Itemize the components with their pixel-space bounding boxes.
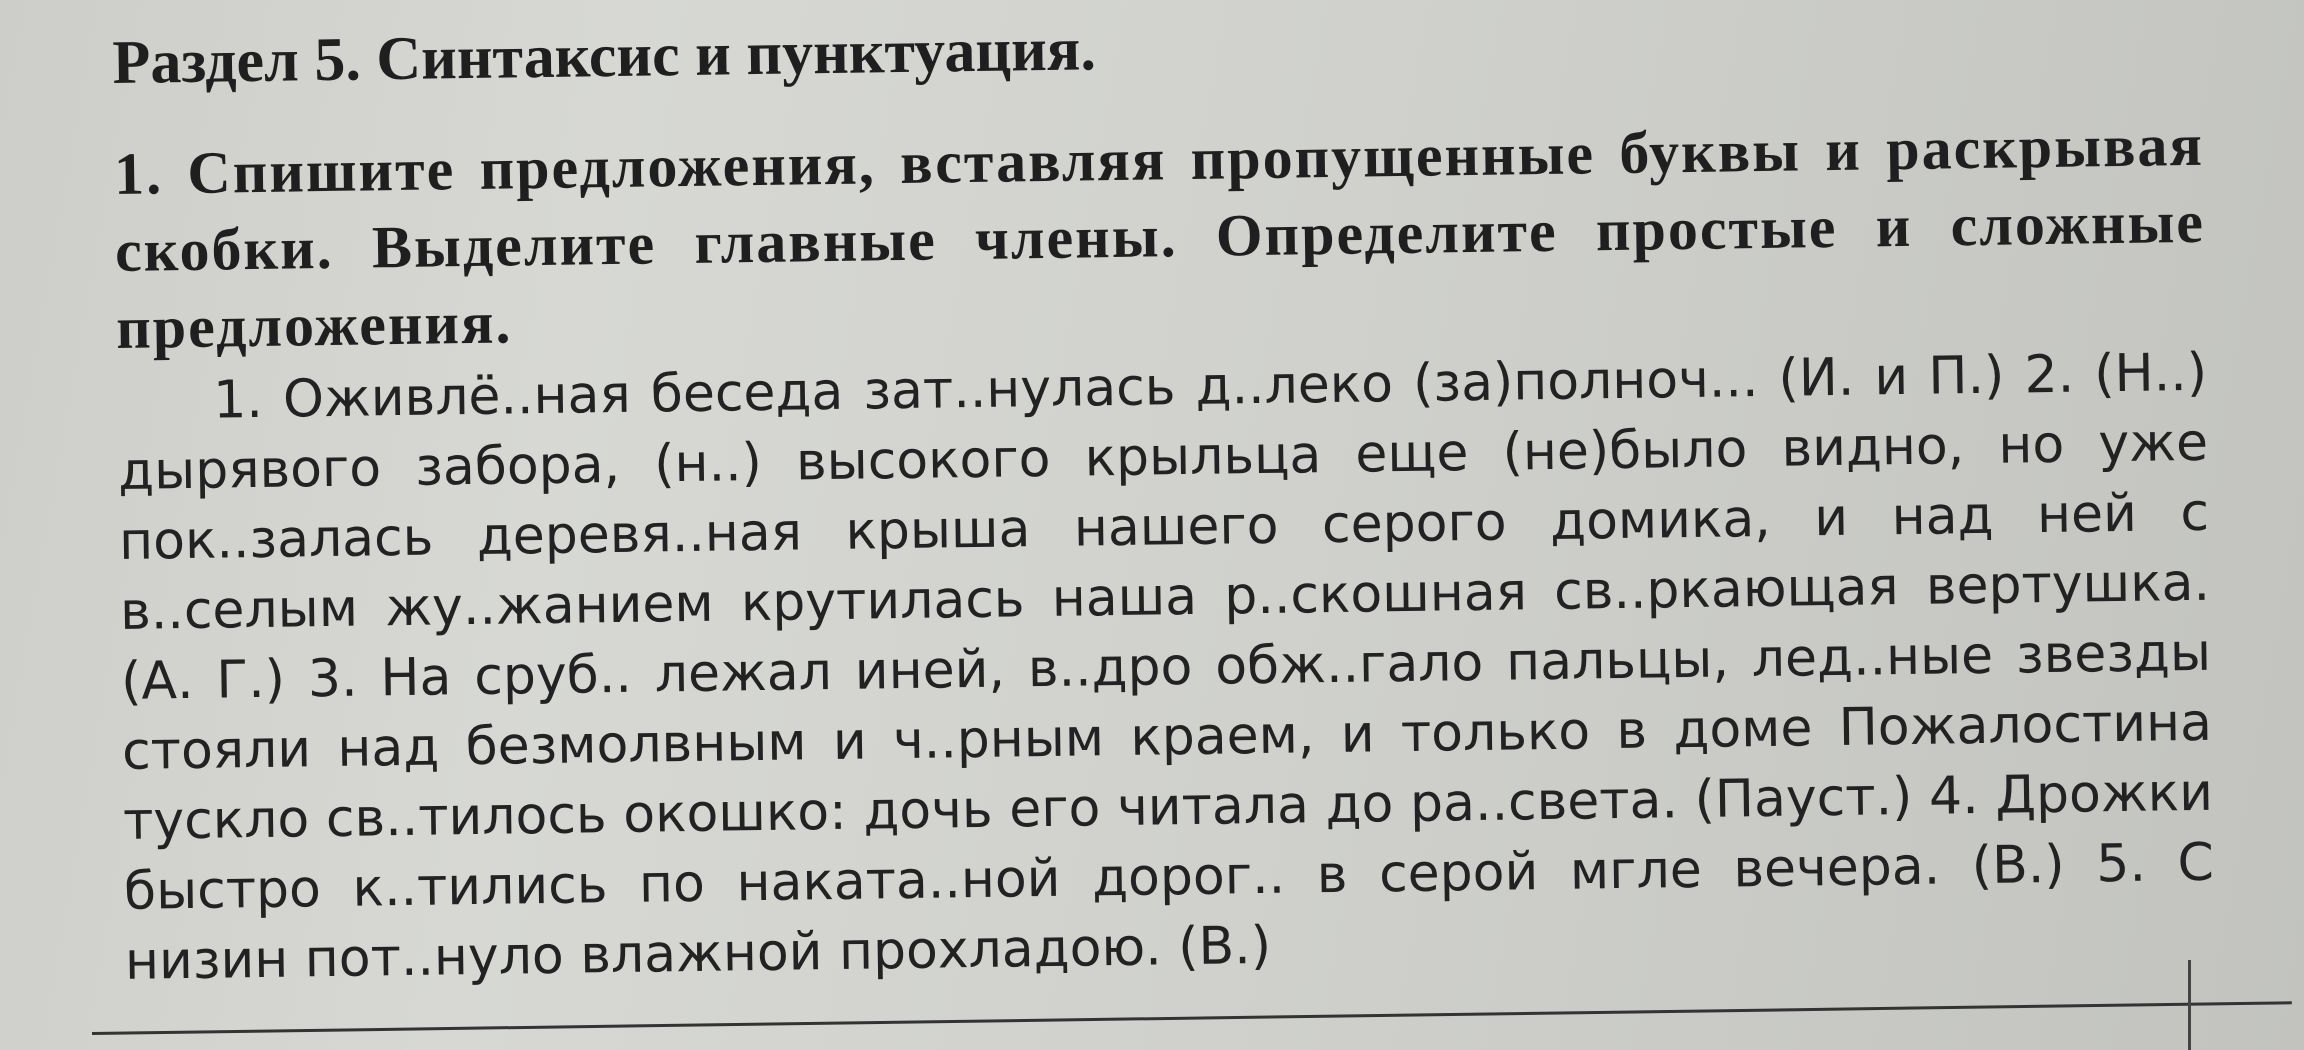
section-title: Раздел 5. Синтаксис и пунктуация. <box>112 15 1097 97</box>
task-heading: 1. Спишите предложения, вставляя пропущенные буквы и раскрывая скобки. Выделите главные члены. Определите простые и сложные предложения. <box>113 111 2206 361</box>
frame-border-right <box>2188 960 2191 1050</box>
exercise-text: 1. Оживлё..ная беседа зат..нулась д..леко (за)полноч... (И. и П.) 2. (Н..) дырявого забора, (н..) высокого крыльца еще (не)было видно, но уже пок..залась деревя..ная крыша нашего серого домика, и над ней с в..селым жу..жанием крутилась наша р..скошная св..ркающая вертушка. (А. Г.) 3. На сруб.. лежал иней, в..дро обж..гало пальцы, лед..ные звезды стояли над безмолвным и ч..рным краем, и только в доме Пожалостина тускло св..тилось окошко: дочь его читала до ра..света. (Пауст.) 4. Дрожки быстро к..тились по наката..ной дорог.. в серой мгле вечера. (В.) 5. С низин пот..нуло влажной прохладою. (В.) <box>117 342 2215 992</box>
frame-border-bottom <box>92 1001 2292 1035</box>
page-content <box>112 0 2215 997</box>
